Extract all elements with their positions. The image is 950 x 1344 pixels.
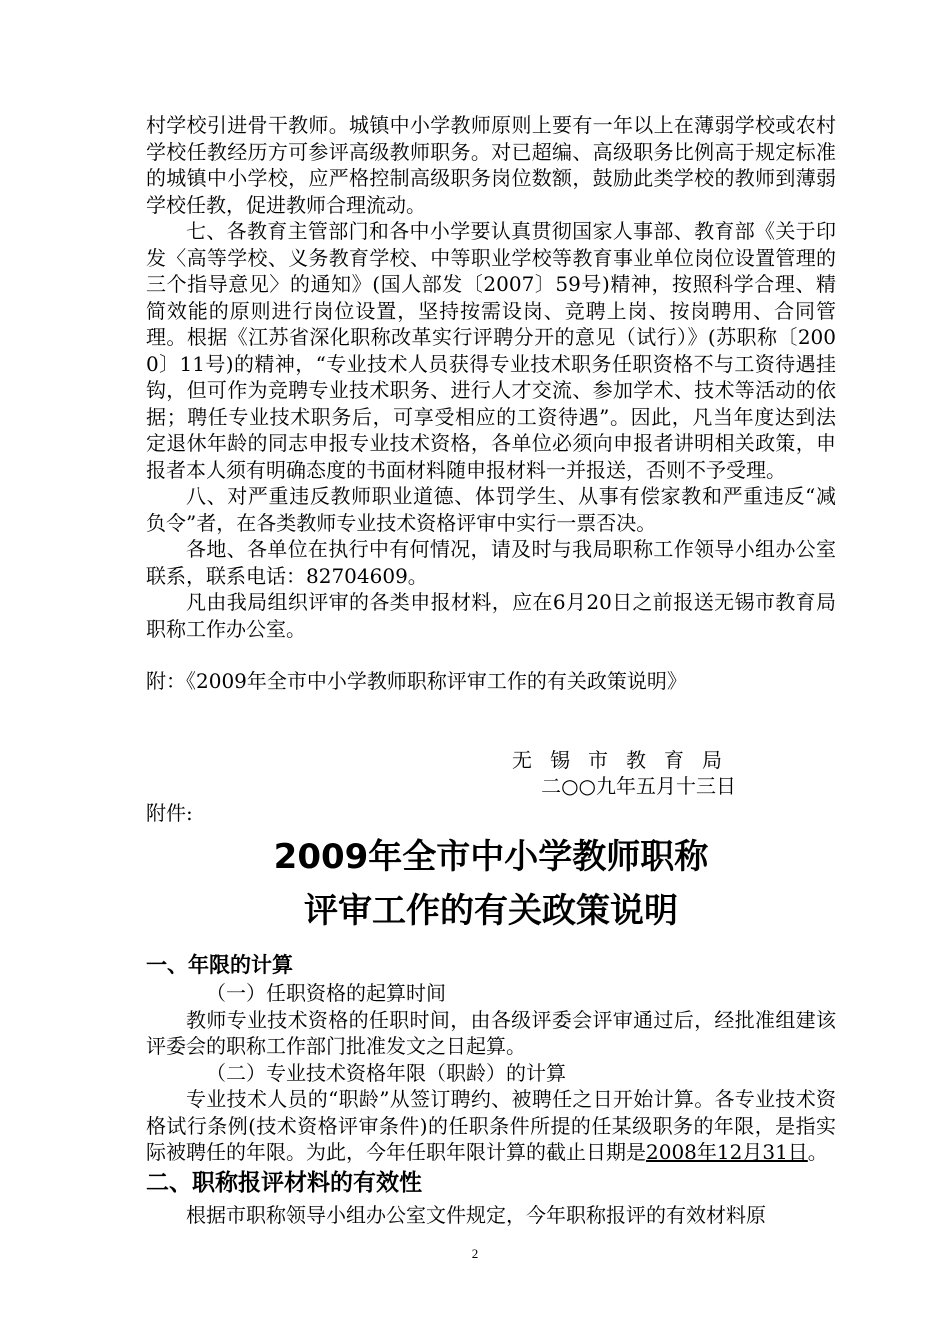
paragraph-deadline: 凡由我局组织评审的各类申报材料，应在6月20日之前报送无锡市教育局职称工作办公室。 (146, 590, 836, 641)
paragraph-item-seven: 七、各教育主管部门和各中小学要认真贯彻国家人事部、教育部《关于印发〈高等学校、义务教育学校、中等职业学校等教育事业单位岗位设置管理的三个指导意见〉的通知》(国人部发〔2007〕59号)精神，按照科学合理、精简效能的原则进行岗位设置，坚持按需设岗、竞聘上岗、按岗聘用、合同管理。根据《江苏省深化职称改革实行评聘分开的意见（试行）》(苏职称〔2000〕11号)的精神，“专业技术人员获得专业技术职务任职资格不与工资待遇挂钩，但可作为竞聘专业技术职务、进行人才交流、参加学术、技术等活动的依据；聘任专业技术职务后，可享受相应的工资待遇”。因此，凡当年度达到法定退休年龄的同志申报专业技术资格，各单位必须向申报者讲明相关政策，申报者本人须有明确态度的书面材料随申报材料一并报送，否则不予受理。 (146, 219, 836, 482)
paragraph-contact: 各地、各单位在执行中有何情况，请及时与我局职称工作领导小组办公室联系，联系电话：82704609。 (146, 537, 836, 588)
doc-title-line1: 2009年全市中小学教师职称 (273, 837, 709, 877)
doc-title-line2: 评审工作的有关政策说明 (304, 891, 678, 931)
paragraph-item-eight: 八、对严重违反教师职业道德、体罚学生、从事有偿家教和严重违反“减负令”者，在各类教师专业技术资格评审中实行一票否决。 (146, 484, 836, 535)
section1-heading: 一、年限的计算 (146, 953, 293, 977)
section1-para2-main: 专业技术人员的“职龄”从签订聘约、被聘任之日开始计算。各专业技术资格试行条例(技术资格评审条件)的任职条件所提的任某级职务的年限，是指实际被聘任的年限。为此，今年任职年限计算的截止日期是 (146, 1087, 836, 1164)
section1-sub2: （二）专业技术资格年限（职龄）的计算 (206, 1060, 566, 1085)
section2-para1: 根据市职称领导小组办公室文件规定，今年职称报评的有效材料原 (186, 1202, 766, 1227)
section1-para2-end: 。 (807, 1140, 828, 1164)
signature-org: 无锡市教育局 (512, 747, 740, 772)
section2-heading: 二、职称报评材料的有效性 (146, 1169, 422, 1196)
attachment-label: 附件: (146, 800, 193, 825)
section1-para2 (146, 1086, 836, 1166)
attachment-note: 附：《2009年全市中小学教师职称评审工作的有关政策说明》 (146, 669, 687, 693)
signature-date: 二○○九年五月十三日 (541, 774, 736, 798)
document-page (146, 112, 836, 1228)
section1-para2-date: 2008年12月31日 (646, 1140, 808, 1164)
section1-sub1: （一）任职资格的起算时间 (206, 981, 446, 1005)
section1-para1: 教师专业技术资格的任职时间，由各级评委会评审通过后，经批准组建该评委会的职称工作部门批准发文之日起算。 (146, 1007, 836, 1058)
page-number: 2 (471, 1246, 479, 1261)
paragraph-continuation: 村学校引进骨干教师。城镇中小学教师原则上要有一年以上在薄弱学校或农村学校任教经历方可参评高级教师职务。对已超编、高级职务比例高于规定标准的城镇中小学校，应严格控制高级职务岗位数额，鼓励此类学校的教师到薄弱学校任教，促进教师合理流动。 (146, 113, 836, 217)
